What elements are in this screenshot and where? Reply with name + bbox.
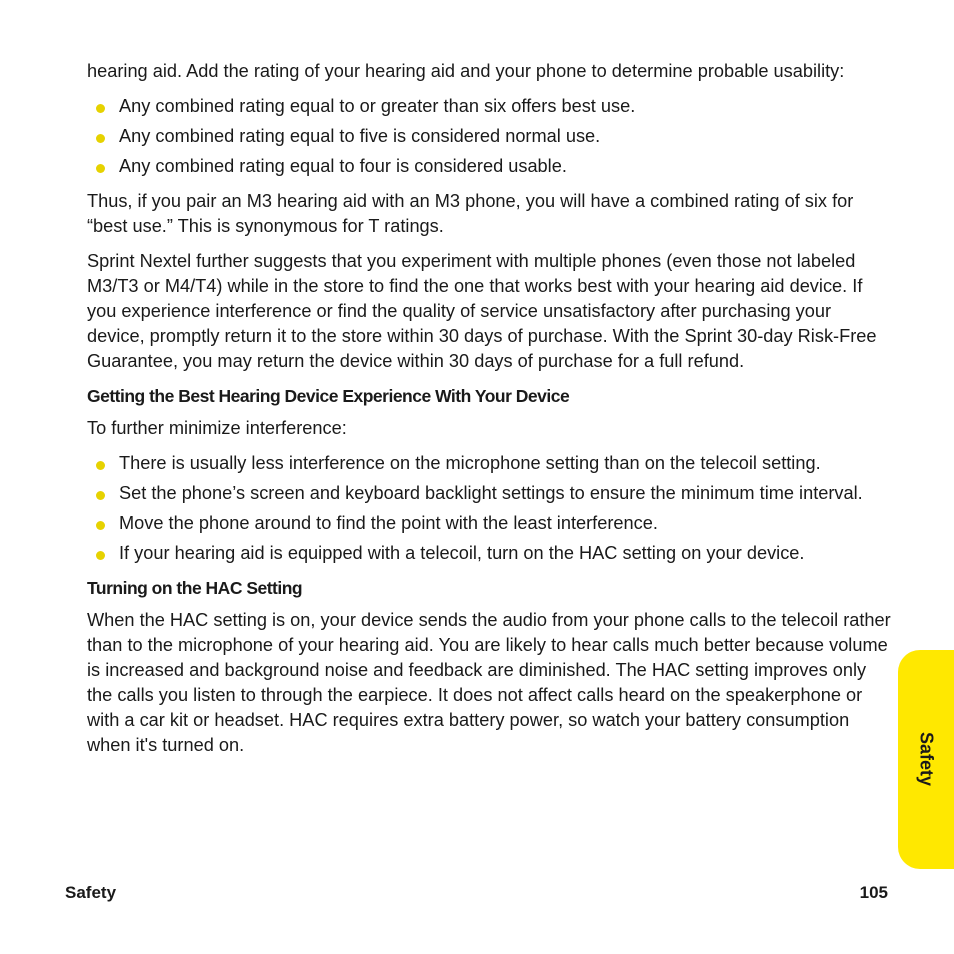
section-tab-label: Safety [916,731,937,787]
bullet-dot-icon [96,461,105,470]
list-item [87,124,893,149]
list-item-text: Any combined rating equal to or greater than six offers best use. [119,96,636,116]
list-item [87,451,893,476]
bullet-dot-icon [96,521,105,530]
paragraph-m3-example: Thus, if you pair an M3 hearing aid with an M3 phone, you will have a combined rating of six for “best use.” This is synonymous for T ratings. [87,191,854,236]
paragraph-sprint-guarantee: Sprint Nextel further suggests that you experiment with multiple phones (even those not labeled M3/T3 or M4/T4) while in the store to find the one that works best with your hearing aid device. If you experience interference or find the quality of service unsatisfactory after purchasing your device, promptly return it to the store within 30 days of purchase. With the Sprint 30-day Risk-Free Guarantee, you may return the device within 30 days of purchase for a full refund. [87,251,877,371]
list-item-text: Any combined rating equal to four is considered usable. [119,156,567,176]
footer-section-name: Safety [65,883,117,902]
footer-page-number: 105 [859,883,888,902]
paragraph-minimize-intro: To further minimize interference: [87,418,347,438]
list-item [87,94,893,119]
bullet-dot-icon [96,491,105,500]
paragraph-hac-description: When the HAC setting is on, your device sends the audio from your phone calls to the telecoil rather than to the microphone of your hearing aid. You are likely to hear calls much better because volume is increased and background noise and feedback are diminished. The HAC setting improves only the calls you listen to through the earpiece. It does not affect calls heard on the speakerphone or with a car kit or headset. HAC requires extra battery power, so watch your battery consumption when it's turned on. [87,610,891,755]
list-item-text: Any combined rating equal to five is considered normal use. [119,126,601,146]
heading-hac-setting: Turning on the HAC Setting [87,578,303,598]
bullet-dot-icon [96,134,105,143]
bullet-dot-icon [96,164,105,173]
interference-bullet-list [87,451,893,566]
list-item-text: If your hearing aid is equipped with a telecoil, turn on the HAC setting on your device. [119,543,805,563]
list-item [87,541,893,566]
list-item [87,481,893,506]
paragraph-usability-intro: hearing aid. Add the rating of your hearing aid and your phone to determine probable usability: [87,61,845,81]
page-content [87,59,893,768]
list-item-text: Move the phone around to find the point with the least interference. [119,513,658,533]
list-item [87,511,893,536]
bullet-dot-icon [96,104,105,113]
bullet-dot-icon [96,551,105,560]
rating-bullet-list [87,94,893,179]
list-item [87,154,893,179]
heading-best-experience: Getting the Best Hearing Device Experience With Your Device [87,386,570,406]
list-item-text: There is usually less interference on the microphone setting than on the telecoil setting. [119,453,821,473]
list-item-text: Set the phone’s screen and keyboard backlight settings to ensure the minimum time interval. [119,483,863,503]
